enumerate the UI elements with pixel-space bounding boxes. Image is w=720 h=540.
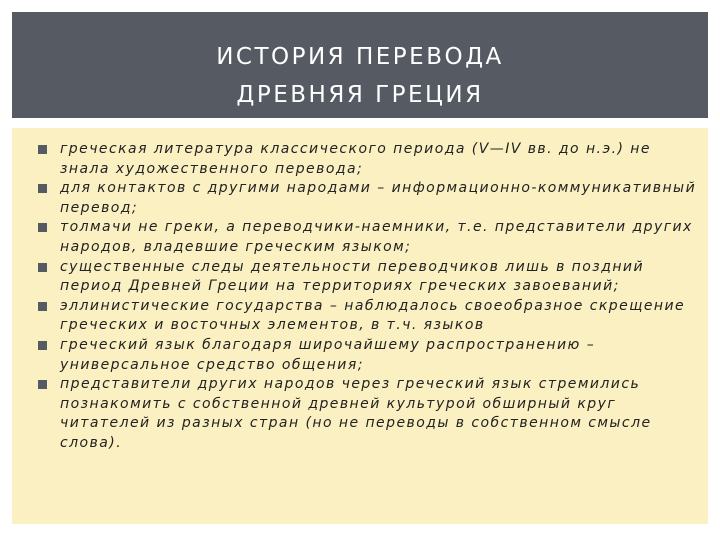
bullet-text: толмачи не греки, а переводчики-наемники, т.е. представители других народов, владевшие греческим языком; <box>60 219 693 255</box>
bullet-text: для контактов с другими народами – информационно-коммуникативный перевод; <box>60 180 697 216</box>
bullet-text: существенные следы деятельности переводчиков лишь в поздний период Древней Греции на территориях греческих завоеваний; <box>60 258 645 295</box>
square-bullet-icon <box>38 223 47 232</box>
bullet-item <box>38 258 704 297</box>
content-panel <box>12 128 708 524</box>
title-line-2: ДРЕВНЯЯ ГРЕЦИЯ <box>236 82 484 108</box>
bullet-text: эллинистические государства – наблюдалось своеобразное скрещение греческих и восточных элементов, в т.ч. языков <box>60 297 686 334</box>
square-bullet-icon <box>38 184 47 193</box>
square-bullet-icon <box>38 341 47 350</box>
slide-title <box>12 38 708 114</box>
title-line-1: ИСТОРИЯ ПЕРЕВОДА <box>216 44 504 70</box>
square-bullet-icon <box>38 263 47 272</box>
bullet-list <box>38 140 704 454</box>
square-bullet-icon <box>38 145 47 154</box>
bullet-text: греческая литература классического периода (V—IV вв. до н.э.) не знала художественного перевода; <box>60 141 651 177</box>
bullet-item <box>38 336 704 375</box>
square-bullet-icon <box>38 380 47 389</box>
bullet-item <box>38 218 704 257</box>
bullet-item <box>38 179 704 218</box>
square-bullet-icon <box>38 302 47 311</box>
bullet-text: греческий язык благодаря широчайшему распространению – универсальное средство общения; <box>60 336 596 373</box>
bullet-text: представители других народов через греческий язык стремились познакомить с собственной древней культурой обширный круг читателей из разных стран (но не переводы в собственном смысле слова). <box>60 376 652 451</box>
bullet-item <box>38 375 704 453</box>
bullet-item <box>38 140 704 179</box>
bullet-item <box>38 297 704 336</box>
title-banner <box>12 12 708 118</box>
